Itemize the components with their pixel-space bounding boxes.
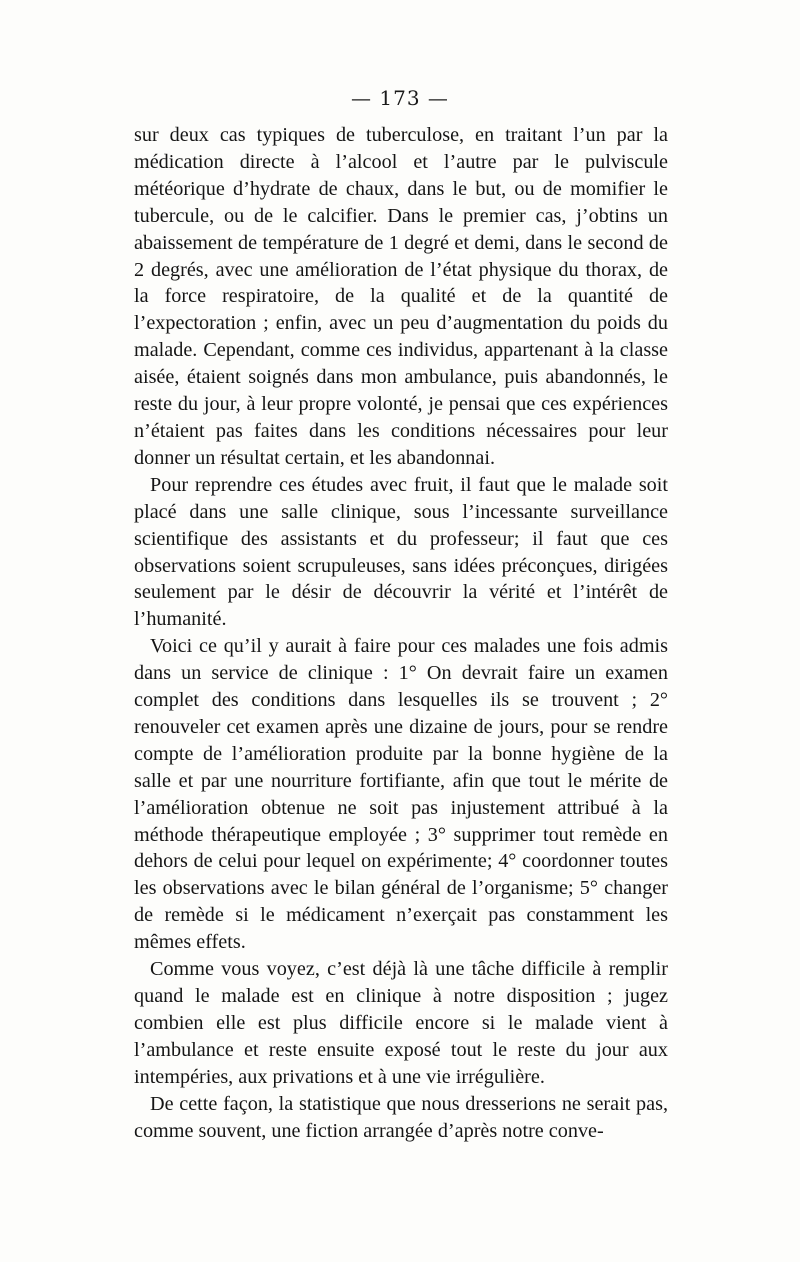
paragraph-continuation: sur deux cas typiques de tuberculose, en traitant l’un par la médication directe à l’alcool et l’autre par le pulviscule météorique d’hydrate de chaux, dans le but, ou de momifier le tubercule, ou de le calcifier. Dans le premier cas, j’obtins un abaissement de température de 1 degré et demi, dans le second de 2 degrés, avec une amélioration de l’état physique du thorax, de la force respiratoire, de la qualité et de la quantité de l’expectoration ; enfin, avec un peu d’augmentation du poids du malade. Cependant, comme ces individus, appartenant à la classe aisée, étaient soignés dans mon ambulance, puis abandonnés, le reste du jour, à leur propre volonté, je pensai que ces expériences n’étaient pas faites dans les conditions nécessaires pour leur donner un résultat certain, et les abandonnai. [134, 124, 668, 469]
paragraph-clinical-protocol: Voici ce qu’il y aurait à faire pour ces malades une fois admis dans un service de clinique : 1° On devrait faire un examen complet des conditions dans lesquelles ils se trouvent ; 2° renouveler cet examen après une dizaine de jours, pour se rendre compte de l’amélioration produite par la bonne hygiène de la salle et par une nourriture fortifiante, afin que tout le mérite de l’amélioration obtenue ne soit pas injustement attribué à la méthode thérapeutique employée ; 3° supprimer tout remède en dehors de celui pour lequel on expérimente; 4° coordonner toutes les observations avec le bilan général de l’organisme; 5° changer de remède si le médicament n’exerçait pas constamment les mêmes effets. [134, 635, 668, 954]
body-text [134, 122, 668, 1144]
page-number: — 173 — [351, 86, 449, 110]
paragraph-statistics: De cette façon, la statistique que nous dresserions ne serait pas, comme souvent, une fiction arrangée d’après notre conve- [134, 1092, 668, 1142]
paragraph-difficulty: Comme vous voyez, c’est déjà là une tâche difficile à remplir quand le malade est en clinique à notre disposition ; jugez combien elle est plus difficile encore si le malade vient à l’ambulance et reste ensuite exposé tout le reste du jour aux intempéries, aux privations et à une vie irrégulière. [134, 958, 668, 1088]
paragraph-study-conditions: Pour reprendre ces études avec fruit, il faut que le malade soit placé dans une salle clinique, sous l’incessante surveillance scientifique des assistants et du professeur; il faut que ces observations soient scrupuleuses, sans idées préconçues, dirigées seulement par le désir de découvrir la vérité et l’intérêt de l’humanité. [134, 473, 668, 631]
